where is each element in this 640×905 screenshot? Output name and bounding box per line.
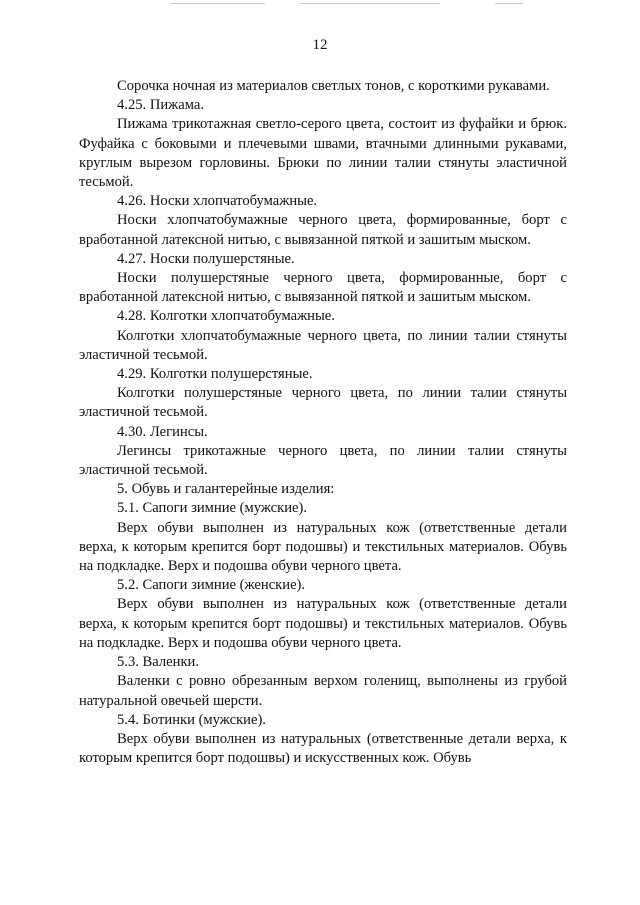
- heading-4-28-cotton-tights: 4.28. Колготки хлопчатобумажные.: [117, 308, 335, 325]
- top-scan-line: [495, 3, 523, 4]
- top-scan-line: [300, 3, 440, 4]
- heading-5-4-mens-shoes: 5.4. Ботинки (мужские).: [117, 711, 266, 728]
- heading-4-25-pajamas: 4.25. Пижама.: [117, 97, 205, 114]
- paragraph-wool-blend-socks-description: Носки полушерстяные черного цвета, формированные, борт с вработанной латексной нитью, с вывязанной пяткой и зашитым мыском.: [79, 270, 567, 306]
- heading-4-29-wool-blend-tights: 4.29. Колготки полушерстяные.: [117, 366, 313, 383]
- paragraph-nightshirt-description: Сорочка ночная из материалов светлых тонов, с короткими рукавами.: [117, 78, 550, 94]
- heading-5-2-womens-winter-boots: 5.2. Сапоги зимние (женские).: [117, 577, 306, 594]
- paragraph-wool-blend-tights-description: Колготки полушерстяные черного цвета, по линии талии стянуты эластичной тесьмой.: [79, 385, 567, 421]
- paragraph-felt-boots-description: Валенки с ровно обрезанным верхом голенищ, выполнены из грубой натуральной овечьей шерсти.: [79, 673, 567, 709]
- paragraph-cotton-tights-description: Колготки хлопчатобумажные черного цвета, по линии талии стянуты эластичной тесьмой.: [79, 327, 567, 363]
- heading-5-3-felt-boots: 5.3. Валенки.: [117, 654, 199, 671]
- paragraph-pajamas-description: Пижама трикотажная светло-серого цвета, состоит из фуфайки и брюк. Фуфайка с боковыми и плечевыми швами, втачными длинными рукавами, круглым вырезом горловины. Брюки по линии талии стянуты эластичной тесьмой.: [79, 116, 567, 191]
- paragraph-mens-winter-boots-description: Верх обуви выполнен из натуральных кож (ответственные детали верха, к которым крепится борт подошвы) и текстильных материалов. Обувь на подкладке. Верх и подошва обуви черного цвета.: [79, 519, 567, 575]
- heading-4-27-wool-blend-socks: 4.27. Носки полушерстяные.: [117, 250, 295, 267]
- heading-4-30-leggings: 4.30. Легинсы.: [117, 423, 208, 440]
- heading-5-footwear: 5. Обувь и галантерейные изделия:: [117, 481, 335, 498]
- paragraph-cotton-socks-description: Носки хлопчатобумажные черного цвета, формированные, борт с вработанной латексной нитью, с вывязанной пяткой и зашитым мыском.: [79, 212, 567, 248]
- paragraph-womens-winter-boots-description: Верх обуви выполнен из натуральных кож (ответственные детали верха, к которым крепится борт подошвы) и текстильных материалов. Обувь на подкладке. Верх и подошва обуви черного цвета.: [79, 596, 567, 651]
- top-scan-line: [170, 3, 265, 4]
- paragraph-leggings-description: Легинсы трикотажные черного цвета, по линии талии стянуты эластичной тесьмой.: [79, 442, 567, 479]
- paragraph-mens-shoes-description: Верх обуви выполнен из натуральных (ответственные детали верха, к которым крепится борт подошвы) и искусственных кож. Обувь: [79, 730, 567, 767]
- document-body: [79, 77, 567, 768]
- heading-5-1-mens-winter-boots: 5.1. Сапоги зимние (мужские).: [117, 500, 308, 517]
- page-number: 12: [312, 37, 328, 53]
- heading-4-26-cotton-socks: 4.26. Носки хлопчатобумажные.: [117, 193, 318, 210]
